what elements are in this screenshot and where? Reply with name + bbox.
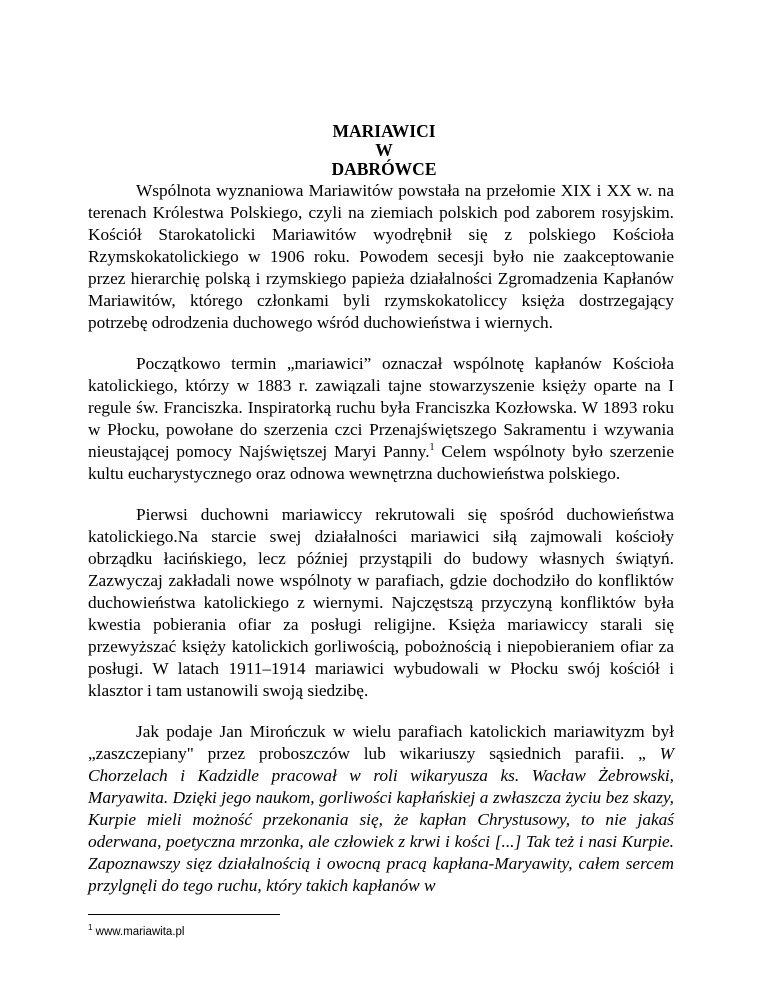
document-title [0,122,768,179]
title-line-1: MARIAWICI [332,121,436,141]
paragraph-2-text-before-note: Początkowo termin „mariawici” oznaczał wspólnotę kapłanów Kościoła katolickiego, którzy w 1883 r. zawiązali tajne stowarzyszenie księży oparte na I regule św. Franciszka. Inspiratorką ruchu była Franciszka Kozłowska. W 1893 roku w Płocku, powołane do szerzenia czci Przenajświętszego Sakramentu i wzywania nieustającej pomocy Najświętszej Maryi Panny. [88,354,674,461]
footnote [88,925,184,939]
paragraph-4 [88,721,674,897]
paragraph-4-quotation: W Chorzelach i Kadzidle pracował w roli wikaryusza ks. Wacław Żebrowski, Maryawita. Dzięki jego naukom, gorliwości kapłańskiej a zwłaszcza życiu bez skazy, Kurpie mieli możność przekonania się, że kapłan Chrystusowy, to nie jakaś oderwana, poetyczna mrzonka, ale człowiek z krwi i kości [...] Tak też i nasi Kurpie. Zapoznawszy sięz działalnością i owocną pracą kapłana-Maryawity, całem sercem przylgnęli do tego ruchu, który takich kapłanów w [88,744,674,895]
footnote-link[interactable]: www.mariawita.pl [92,926,185,938]
paragraph-3-text: Pierwsi duchowni mariawiccy rekrutowali się spośród duchowieństwa katolickiego.Na starcie swej działalności mariawici siłą zajmowali kościoły obrządku łacińskiego, lecz później przystąpili do budowy własnych świątyń. Zazwyczaj zakładali nowe wspólnoty w parafiach, gdzie dochodziło do konfliktów duchowieństwa katolickiego z wiernymi. Najczęstszą przyczyną konfliktów była kwestia pobierania ofiar za posługi religijne. Księża mariawiccy starali się przewyższać księży katolickich gorliwością, pobożnością i niepobieraniem ofiar za posługi. W latach 1911–1914 mariawici wybudowali w Płocku swój kościół i klasztor i tam ustanowili swoją siedzibę. [88,505,674,700]
paragraph-3 [88,504,674,702]
body-text [88,180,674,897]
paragraph-1 [88,180,674,334]
footnote-number: 1 [88,923,93,933]
title-line-3: DABRÓWCE [331,159,437,179]
footnote-separator [88,914,280,915]
paragraph-1-text: Wspólnota wyznaniowa Mariawitów powstała na przełomie XIX i XX w. na terenach Królestwa Polskiego, czyli na ziemiach polskich pod zaborem rosyjskim. Kościół Starokatolicki Mariawitów wyodrębnił się z polskiego Kościoła Rzymskokatolickiego w 1906 roku. Powodem secesji było nie zaakceptowanie przez hierarchię polską i rzymskiego papieża działalności Zgromadzenia Kapłanów Mariawitów, którego członkami byli rzymskokatoliccy księża dostrzegający potrzebę odrodzenia duchowego wśród duchowieństwa i wiernych. [88,181,674,332]
footnote-reference[interactable]: 1 [429,442,435,454]
title-line-2: W [375,140,393,160]
paragraph-4-text: Jak podaje Jan Mirończuk w wielu parafiach katolickich mariawityzm był „zaszczepiany" przez proboszczów lub wikariuszy sąsiednich parafii. „ [88,722,674,763]
paragraph-2 [88,353,674,485]
paragraph-2-text-after-note: Celem wspólnoty było szerzenie kultu eucharystycznego oraz odnowa wewnętrzna duchowieństwa polskiego. [88,442,675,483]
